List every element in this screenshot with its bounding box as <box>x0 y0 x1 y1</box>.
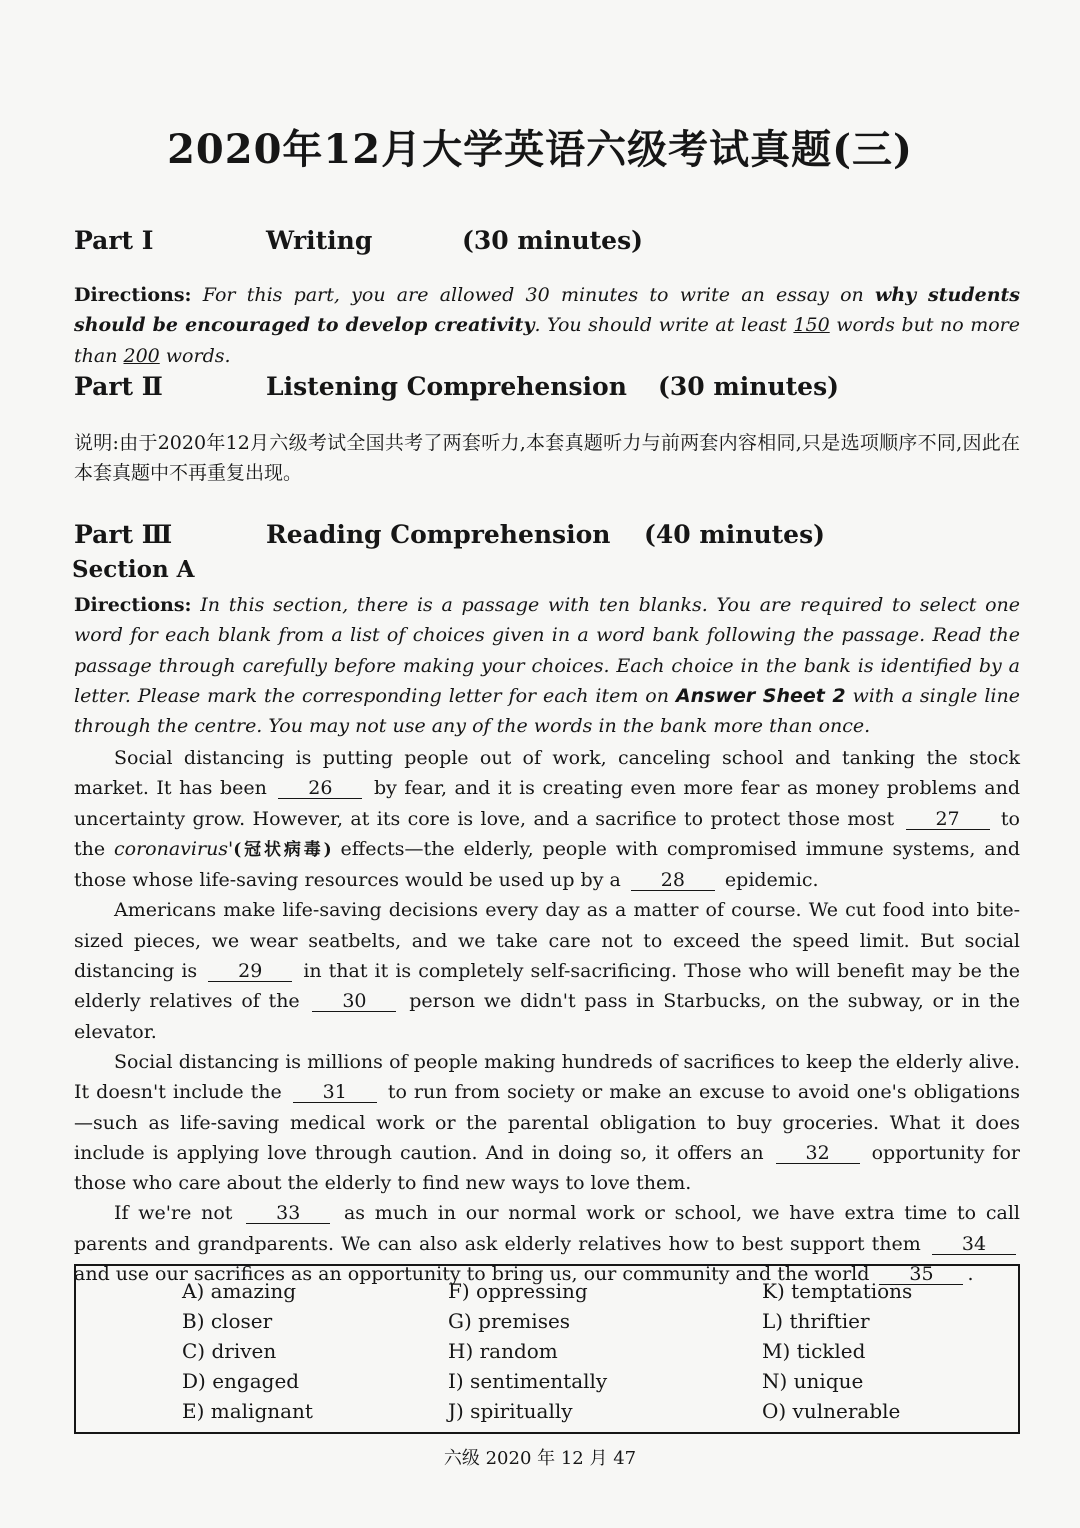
part1-directions-label: Directions: <box>74 284 192 306</box>
word-bank <box>74 1264 1020 1434</box>
word-option: L) thriftier <box>762 1309 870 1333</box>
part3-time: (40 minutes) <box>644 520 825 549</box>
word-option: M) tickled <box>762 1339 866 1363</box>
word-option: D) engaged <box>182 1369 300 1393</box>
word-option: O) vulnerable <box>762 1399 901 1423</box>
blank-29[interactable]: 29 <box>208 961 292 982</box>
blank-33[interactable]: 33 <box>246 1203 330 1224</box>
page-footer: 六级 2020 年 12 月 47 <box>443 1448 637 1469</box>
part2-time: (30 minutes) <box>658 372 839 401</box>
word-option: F) oppressing <box>448 1279 588 1303</box>
part1-name: Writing <box>266 226 373 255</box>
min-words: 150 <box>793 314 830 337</box>
word-bank-column-1 <box>182 1276 313 1426</box>
section-a-title: Section A <box>72 556 195 583</box>
part2-note: 说明:由于2020年12月六级考试全国共考了两套听力,本套真题听力与前两套内容相同,只是选项顺序不同,因此在本套真题中不再重复出现。 <box>74 432 1020 484</box>
part1-directions: Directions: For this part, you are allowed 30 minutes to write an essay on why students should be encouraged to develop creativity. You should write at least 150 words but no more than 200 words. <box>74 284 1020 367</box>
word-option: J) spiritually <box>448 1399 573 1423</box>
blank-35[interactable]: 35 <box>879 1264 963 1285</box>
part3-name: Reading Comprehension <box>266 520 611 549</box>
word-option: A) amazing <box>182 1279 297 1303</box>
word-option: C) driven <box>182 1339 277 1363</box>
page-title: 2020年12月大学英语六级考试真题(三) <box>167 126 913 173</box>
blank-32[interactable]: 32 <box>776 1143 860 1164</box>
essay-topic: why students should be encouraged to develop creativity <box>74 284 1020 337</box>
max-words: 200 <box>123 344 160 367</box>
word-option: B) closer <box>182 1309 273 1333</box>
part2-label: Part Ⅱ <box>74 372 163 401</box>
word-option: K) temptations <box>762 1279 913 1303</box>
passage-paragraph-4: If we're not 33 as much in our normal work or school, we have extra time to call parents and grandparents. We can also ask elderly relatives how to best support them 34 and use our sacrifices as an opportunity to bring us, our community and the world 35 . <box>74 1202 1020 1286</box>
part3-directions: Directions: In this section, there is a passage with ten blanks. You are required to select one word for each blank from a list of choices given in a word bank following the passage. Read the passage through carefully before making your choices. Each choice in the bank is identified by a letter. Please mark the corresponding letter for each item on Answer Sheet 2 with a single line through the centre. You may not use any of the words in the bank more than once. <box>74 594 1020 738</box>
passage <box>74 743 1020 1289</box>
blank-30[interactable]: 30 <box>312 991 396 1012</box>
blank-27[interactable]: 27 <box>906 809 990 830</box>
part1-label: Part Ⅰ <box>74 226 154 255</box>
part3-label: Part Ⅲ <box>74 520 173 549</box>
blank-28[interactable]: 28 <box>631 870 715 891</box>
blank-31[interactable]: 31 <box>293 1082 377 1103</box>
part2-name: Listening Comprehension <box>266 372 627 401</box>
part3-directions-label: Directions: <box>74 594 192 616</box>
passage-paragraph-3: Social distancing is millions of people making hundreds of sacrifices to keep the elderly alive. It doesn't include the 31 to run from society or make an excuse to avoid one's obligations—such as life-saving medical work or the parental obligation to buy groceries. What it does include is applying love through caution. And in doing so, it offers an 32 opportunity for those who care about the elderly to find new ways to love them. <box>74 1050 1020 1195</box>
word-option: N) unique <box>762 1369 864 1393</box>
part1-time: (30 minutes) <box>462 226 643 255</box>
word-option: H) random <box>448 1339 558 1363</box>
word-option: I) sentimentally <box>448 1369 608 1393</box>
blank-26[interactable]: 26 <box>278 778 362 799</box>
word-bank-column-3 <box>762 1276 912 1426</box>
answer-sheet-ref: Answer Sheet 2 <box>675 684 846 707</box>
word-option: E) malignant <box>182 1399 313 1423</box>
word-option: G) premises <box>448 1309 571 1333</box>
word-bank-column-2 <box>448 1276 607 1426</box>
passage-paragraph-2: Americans make life-saving decisions every day as a matter of course. We cut food into bite-sized pieces, we wear seatbelts, and we take care not to exceed the speed limit. But social distancing is 29 in that it is completely self-sacrificing. Those who will benefit may be the elderly relatives of the 30 person we didn't pass in Starbucks, on the subway, or in the elevator. <box>74 899 1020 1043</box>
passage-paragraph-1: Social distancing is putting people out of work, canceling school and tanking the stock market. It has been 26 by fear, and it is creating even more fear as money problems and uncertainty grow. However, at its core is love, and a sacrifice to protect those most 27 to the coronavirus'(冠状病毒) effects—the elderly, people with compromised immune systems, and those whose life-saving resources would be used up by a 28 epidemic. <box>74 747 1020 892</box>
blank-34[interactable]: 34 <box>932 1234 1016 1255</box>
